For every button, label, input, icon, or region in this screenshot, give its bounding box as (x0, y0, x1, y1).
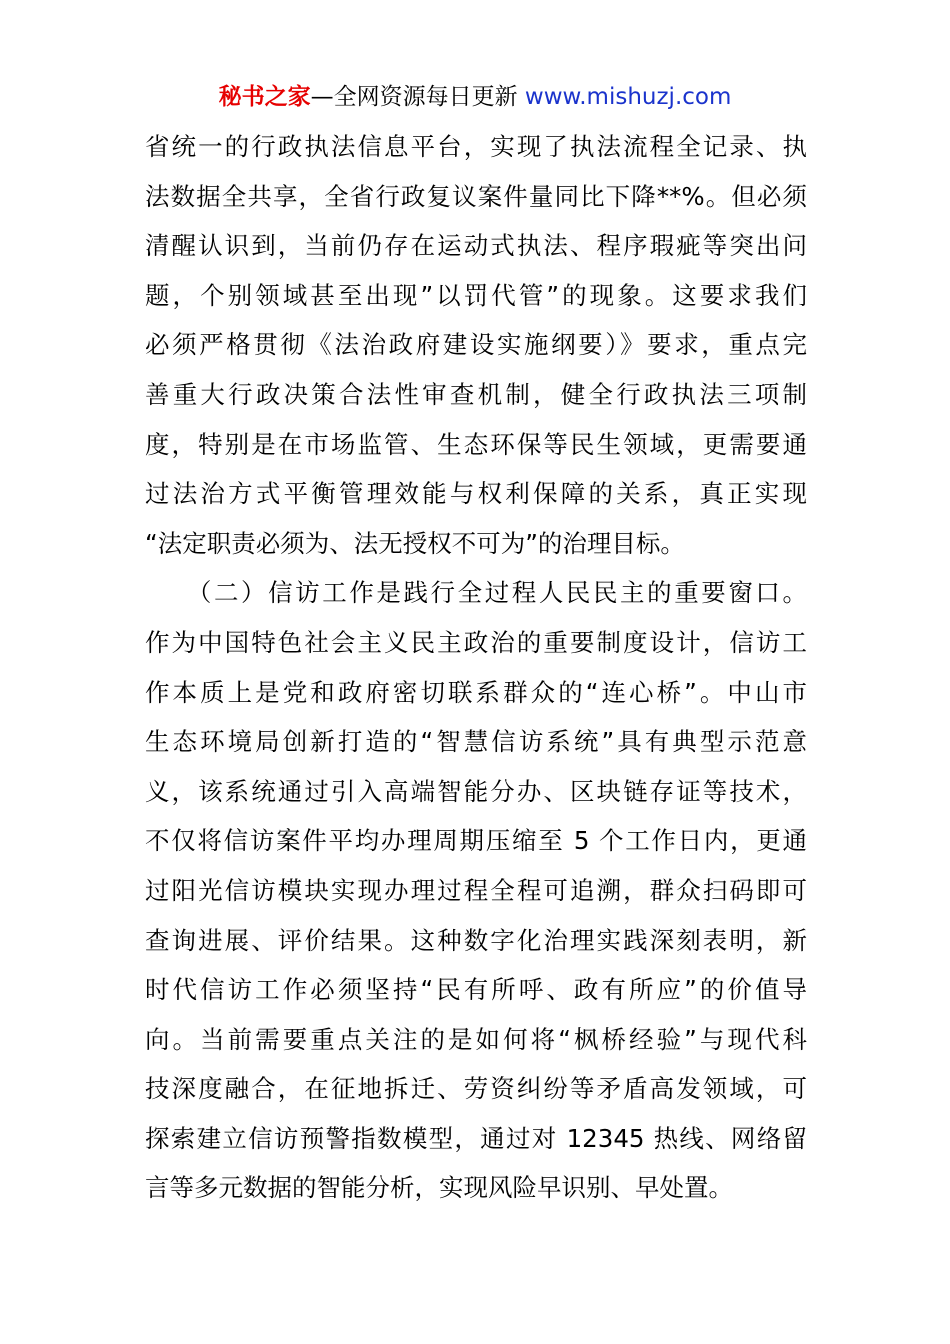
text-line: 技深度融合，在征地拆迁、劳资纠纷等矛盾高发领域，可 (145, 1074, 807, 1104)
text-line: 清醒认识到，当前仍存在运动式执法、程序瑕疵等突出问 (145, 231, 807, 261)
paragraph-last-line: 言等多元数据的智能分析，实现风险早识别、早处置。 (145, 1173, 733, 1203)
text-line: 向。当前需要重点关注的是如何将“枫桥经验”与现代科 (145, 1024, 807, 1054)
header-url[interactable]: www.mishuzj.com (524, 84, 732, 110)
text-line: 过阳光信访模块实现办理过程全程可追溯，群众扫码即可 (145, 875, 807, 905)
text-line: 生态环境局创新打造的“智慧信访系统”具有典型示范意 (145, 727, 807, 757)
text-line: 义，该系统通过引入高端智能分办、区块链存证等技术， (145, 776, 807, 806)
header-brand: 秘书之家 (218, 84, 311, 110)
text-line: 法数据全共享，全省行政复议案件量同比下降**%。但必须 (145, 181, 807, 211)
body-text (145, 122, 807, 1213)
page-header (0, 80, 950, 114)
text-line: 作为中国特色社会主义民主政治的重要制度设计，信访工 (145, 627, 807, 657)
text-line: 查询进展、评价结果。这种数字化治理实践深刻表明，新 (145, 925, 807, 955)
text-line: 度，特别是在市场监管、生态环保等民生领域，更需要通 (145, 429, 807, 459)
text-line: 必须严格贯彻《法治政府建设实施纲要）》要求，重点完 (145, 330, 807, 360)
text-line: 题，个别领域甚至出现”以罚代管”的现象。这要求我们 (145, 280, 807, 310)
text-line: 作本质上是党和政府密切联系群众的“连心桥”。中山市 (145, 677, 807, 707)
text-line: 过法治方式平衡管理效能与权利保障的关系，真正实现 (145, 479, 807, 509)
section-heading-line: （二）信访工作是践行全过程人民民主的重要窗口。 (145, 578, 807, 608)
text-line: 不仅将信访案件平均办理周期压缩至 5 个工作日内，更通 (145, 826, 807, 856)
text-line: 善重大行政决策合法性审查机制，健全行政执法三项制 (145, 379, 807, 409)
text-line: 探索建立信访预警指数模型，通过对 12345 热线、网络留 (145, 1123, 807, 1153)
header-tagline: —全网资源每日更新 (310, 84, 525, 110)
text-line: 省统一的行政执法信息平台，实现了执法流程全记录、执 (145, 132, 807, 161)
text-line: 时代信访工作必须坚持“民有所呼、政有所应”的价值导 (145, 975, 807, 1005)
paragraph-last-line: “法定职责必须为、法无授权不可为”的治理目标。 (145, 528, 685, 558)
